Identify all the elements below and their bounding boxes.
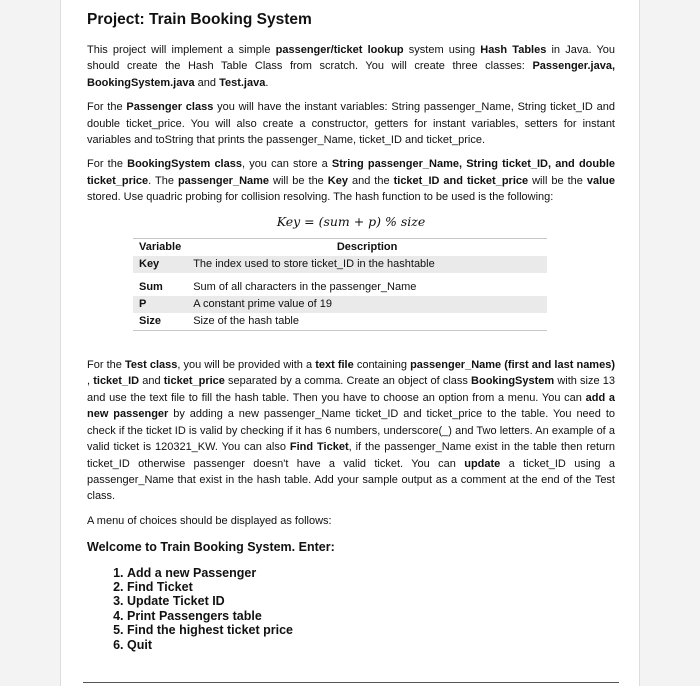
text-run: will be the (269, 174, 328, 187)
table-header-variable: Variable (133, 239, 187, 257)
bold-run: Test class (124, 359, 178, 372)
bold-run: value (586, 174, 616, 187)
bold-run: passenger_Name (first and last names) (410, 359, 615, 372)
table-cell-description: Size of the hash table (187, 313, 547, 331)
menu-item: 2. Find Ticket (127, 580, 615, 594)
text-run: will be the (528, 174, 587, 187)
text-run: , (87, 375, 94, 388)
hash-formula: Key = (sum + p) % size (276, 213, 426, 229)
table-cell-variable: Sum (139, 281, 163, 294)
bold-run: Test.java (219, 76, 266, 89)
table-row (133, 256, 547, 273)
text-run: separated by a comma. Create an object of class (224, 375, 472, 388)
text-run: For the (87, 158, 128, 171)
menu-item: 5. Find the highest ticket price (127, 623, 615, 637)
menu-list (87, 566, 615, 652)
text-run: This project will implement a simple (87, 44, 276, 56)
test-class-paragraph (87, 357, 615, 505)
text-run: by adding a new passenger_Name ticket_ID and ticket_price to the table. You need to check if the ticket ID is valid by checking if it has 6 numbers, underscore(_) and Two letters. An example of a valid ticket is 120321_KW. You can also (87, 408, 615, 454)
table-cell-variable: P (133, 296, 187, 313)
menu-intro-paragraph: A menu of choices should be displayed as follows: (87, 514, 332, 527)
text-run: . (265, 76, 269, 89)
text-run: system using (403, 44, 481, 56)
table-header-row (133, 239, 547, 257)
text-run: , if the passenger_Name exist in the table then return ticket_ID otherwise passenger doesn't have a valid ticket. You can (87, 441, 616, 470)
menu-item: 1. Add a new Passenger (127, 566, 615, 580)
intro-paragraph (87, 42, 615, 91)
bold-run: String passenger_Name, String ticket_ID, and double ticket_price (87, 158, 615, 187)
table-cell-variable: Key (133, 256, 187, 273)
menu-item: 3. Update Ticket ID (127, 594, 615, 608)
bookingsystem-class-paragraph (87, 156, 615, 205)
bold-run: passenger/ticket lookup (275, 44, 404, 56)
bold-run: Key (327, 174, 348, 187)
table-cell-description: Sum of all characters in the passenger_Name (193, 281, 417, 294)
bold-run: ticket_price (163, 375, 225, 388)
text-run: , you will be provided with a (177, 359, 316, 372)
table-header-description: Description (187, 239, 547, 257)
bold-run: Passenger.java, (532, 60, 615, 73)
text-run: For the (87, 101, 127, 114)
bold-run: Hash Tables (480, 44, 547, 56)
table-cell-description: The index used to store ticket_ID in the hashtable (187, 256, 547, 273)
text-run: a ticket_ID using a passenger_Name that exist in the hash table. Add your sample output as a comment at the end of the Test class. (87, 457, 615, 503)
table-row (133, 313, 547, 331)
table-row (133, 279, 547, 296)
welcome-heading: Welcome to Train Booking System. Enter: (87, 540, 335, 555)
passenger-class-paragraph (87, 99, 615, 148)
text-run: in Java. You should create the Hash Table Class from scratch. You will create three classes: (87, 44, 616, 73)
bold-run: update (464, 457, 501, 470)
footer-divider (83, 682, 619, 683)
variables-table (133, 238, 547, 331)
bold-run: add a new passenger (87, 391, 615, 421)
text-run: and (194, 76, 220, 89)
table-row (133, 296, 547, 313)
document-content (87, 10, 615, 652)
bold-run: Find Ticket (289, 441, 349, 454)
text-run: For the (87, 359, 125, 372)
bold-run: ticket_ID (93, 375, 140, 388)
bold-run: passenger_Name (177, 174, 270, 187)
text-run: with size 13 and use the text file to fill the hash table. Then you have to choose an option from a menu. You can (87, 375, 616, 404)
text-run: and the (347, 174, 394, 187)
menu-item: 4. Print Passengers table (127, 609, 615, 623)
text-run: stored. Use quadric probing for collision resolving. The hash function to be used is the following: (87, 191, 554, 204)
bold-run: ticket_ID and ticket_price (393, 174, 529, 187)
text-run: you will have the instant variables: String passenger_Name, String ticket_ID and double ticket_price. You will also create a constructor, getters for instant variables, setters for instant variables and toString that prints the passenger_Name, ticket_ID and ticket_price. (87, 101, 616, 147)
text-run: containing (353, 359, 411, 372)
menu-item: 6. Quit (127, 638, 615, 652)
page-title: Project: Train Booking System (87, 11, 312, 28)
table-cell-description: A constant prime value of 19 (187, 296, 547, 313)
bold-run: Passenger class (126, 101, 214, 114)
bold-run: BookingSystem class (127, 158, 242, 171)
text-run: and (139, 375, 164, 388)
text-run: . The (148, 174, 178, 187)
document-page (60, 0, 640, 686)
bold-run: BookingSystem.java (87, 76, 195, 89)
bold-run: text file (315, 359, 354, 372)
text-run: , you can store a (241, 158, 332, 171)
table-cell-variable: Size (133, 313, 187, 331)
bold-run: BookingSystem (471, 375, 555, 388)
